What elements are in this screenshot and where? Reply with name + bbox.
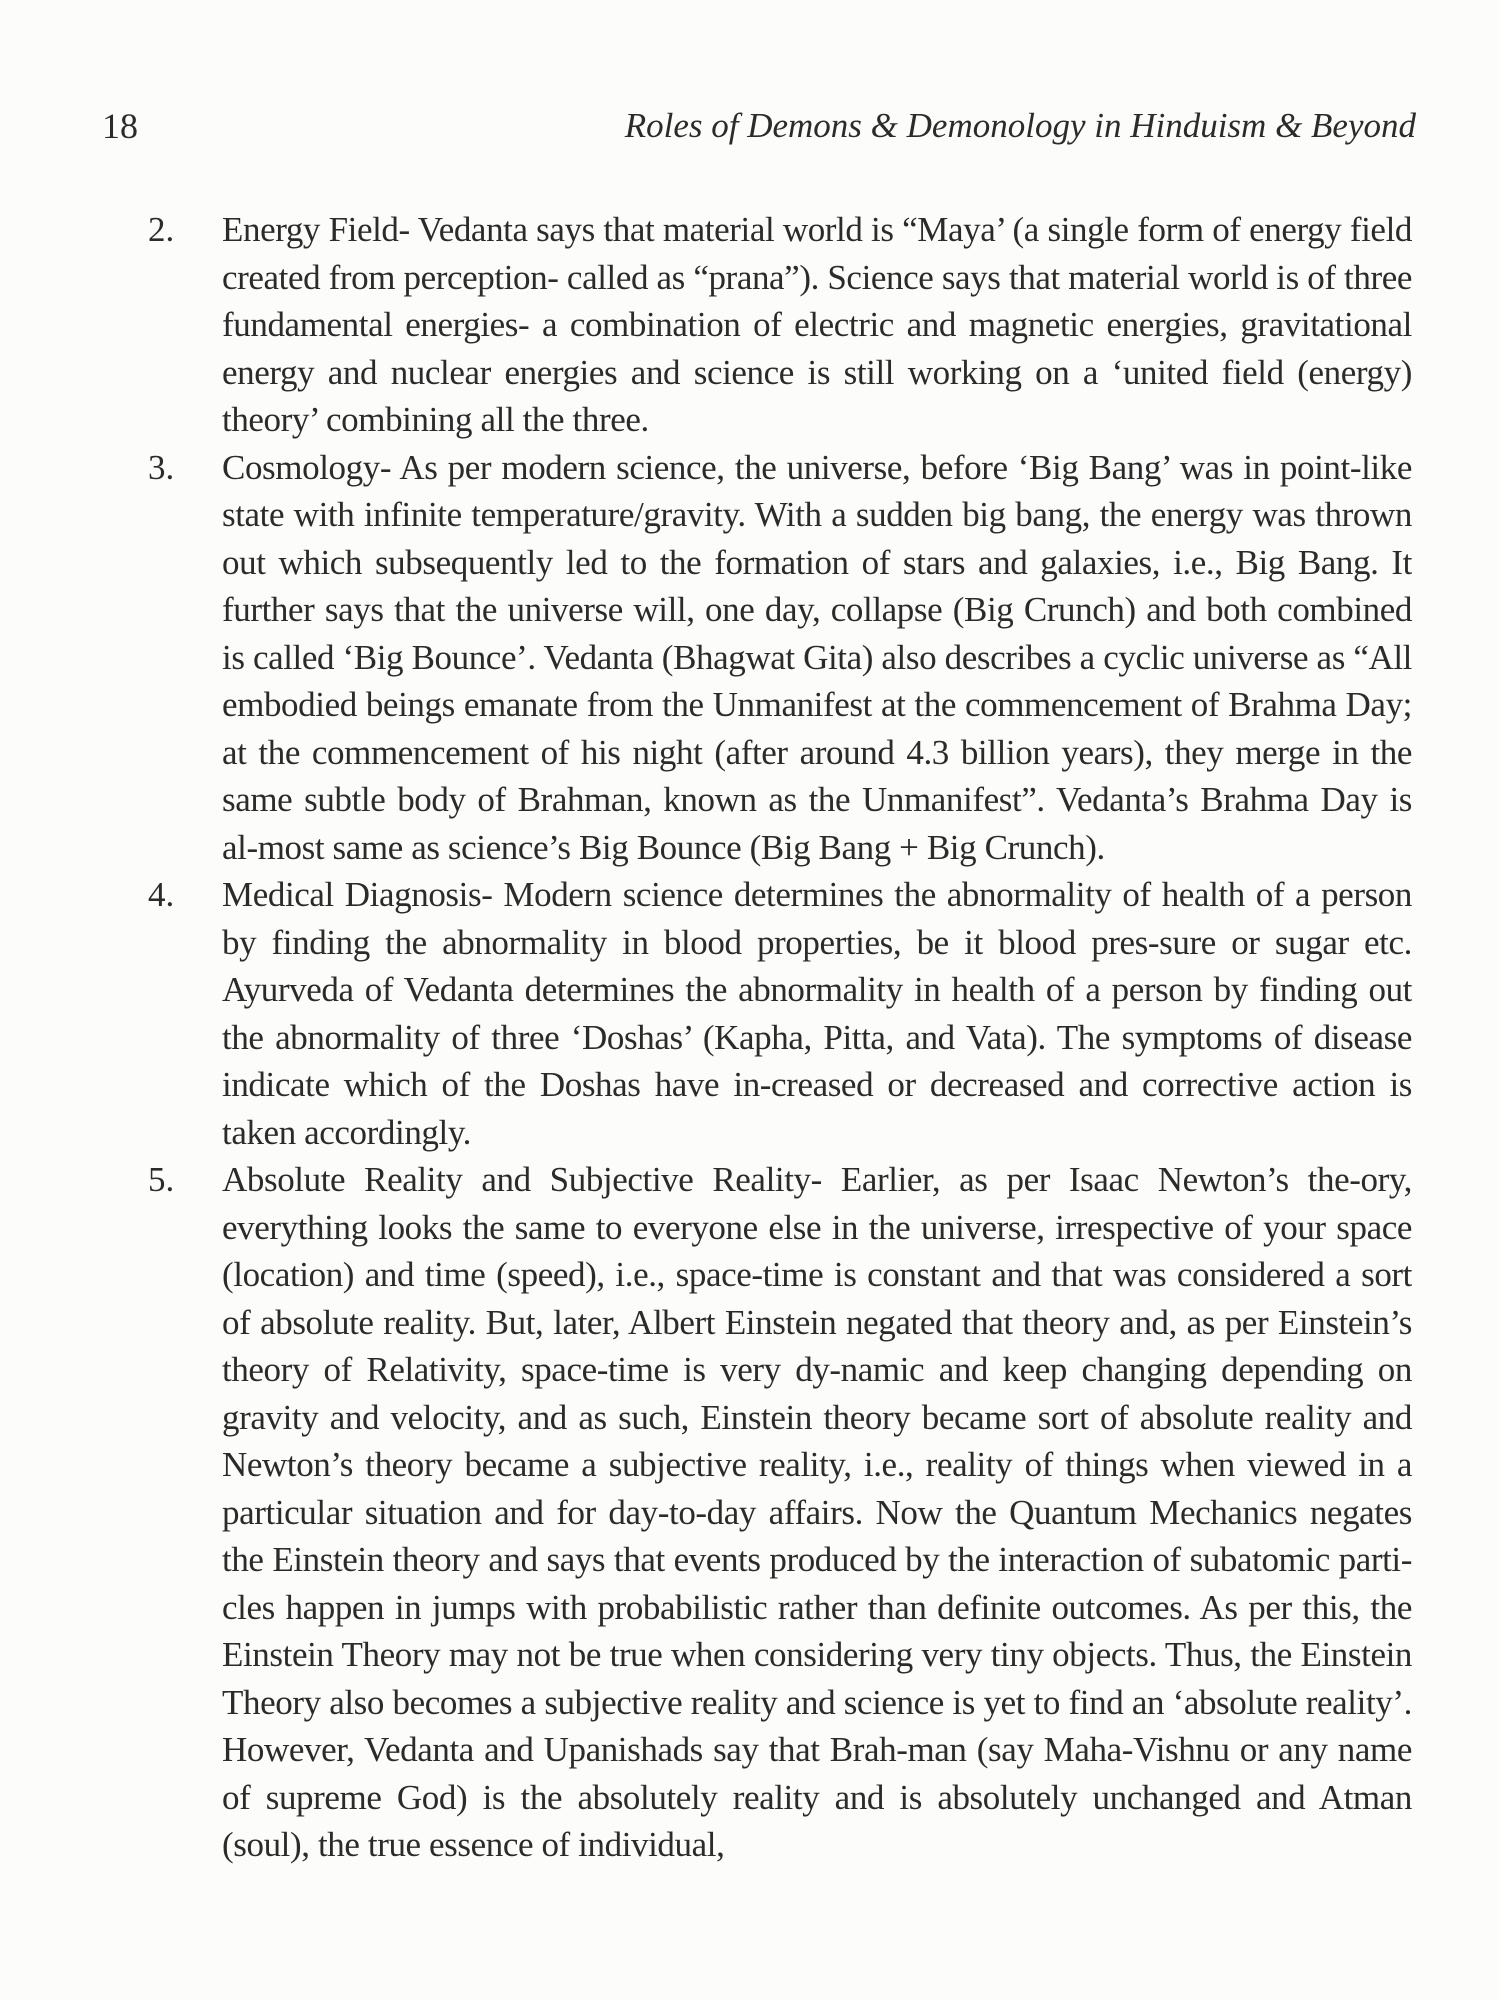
page-body	[140, 206, 1412, 1986]
list-item	[140, 206, 1412, 444]
list-item-text: Absolute Reality and Subjective Reality- Earlier, as per Isaac Newton’s the-ory, everything looks the same to everyone else in the universe, irrespective of your space (location) and time (speed), i.e., space-time is constant and that was considered a sort of absolute reality. But, later, Albert Einstein negated that theory and, as per Einstein’s theory of Relativity, space-time is very dy-namic and keep changing depending on gravity and velocity, and as such, Einstein theory became sort of absolute reality and Newton’s theory became a subjective reality, i.e., reality of things when viewed in a particular situation and for day-to-day affairs. Now the Quantum Mechanics negates the Einstein theory and says that events produced by the interaction of subatomic parti-cles happen in jumps with probabilistic rather than definite outcomes. As per this, the Einstein Theory may not be true when considering very tiny objects. Thus, the Einstein Theory also becomes a subjective reality and science is yet to find an ‘absolute reality’. However, Vedanta and Upanishads say that Brah-man (say Maha-Vishnu or any name of supreme God) is the absolutely reality and is absolutely unchanged and Atman (soul), the true essence of individual,	[222, 1160, 1412, 1864]
running-title: Roles of Demons & Demonology in Hinduism & Beyond	[624, 106, 1416, 145]
list-item	[140, 1156, 1412, 1869]
page-number: 18	[102, 106, 138, 146]
list-item	[140, 444, 1412, 872]
numbered-list	[140, 206, 1412, 1869]
list-item-number: 3.	[148, 447, 175, 487]
list-item-number: 5.	[148, 1160, 175, 1199]
list-item-text: Energy Field- Vedanta says that material world is “Maya’ (a single form of energy field created from perception- called as “prana”). Science says that material world is of three fundamental energies- a combination of electric and magnetic energies, gravitational energy and nuclear energies and science is still working on a ‘united field (energy) theory’ combining all the three.	[222, 210, 1412, 439]
list-item-number: 2.	[148, 210, 175, 249]
list-item-text: Medical Diagnosis- Modern science determines the abnormality of health of a person by finding the abnormality in blood properties, be it blood pres-sure or sugar etc. Ayurveda of Vedanta determines the abnormality in health of a person by finding out the abnormality of three ‘Doshas’ (Kapha, Pitta, and Vata). The symptoms of disease indicate which of the Doshas have in-creased or decreased and corrective action is taken accordingly.	[222, 875, 1412, 1152]
list-item	[140, 871, 1412, 1156]
list-item-text: Cosmology- As per modern science, the universe, before ‘Big Bang’ was in point-like state with infinite temperature/gravity. With a sudden big bang, the energy was thrown out which subsequently led to the formation of stars and galaxies, i.e., Big Bang. It further says that the universe will, one day, collapse (Big Crunch) and both combined is called ‘Big Bounce’. Vedanta (Bhagwat Gita) also describes a cyclic universe as “All embodied beings emanate from the Unmanifest at the commencement of Brahma Day; at the commencement of his night (after around 4.3 billion years), they merge in the same subtle body of Brahman, known as the Unmanifest”. Vedanta’s Brahma Day is al-most same as science’s Big Bounce (Big Bang + Big Crunch).	[222, 447, 1412, 867]
list-item-number: 4.	[148, 875, 175, 914]
